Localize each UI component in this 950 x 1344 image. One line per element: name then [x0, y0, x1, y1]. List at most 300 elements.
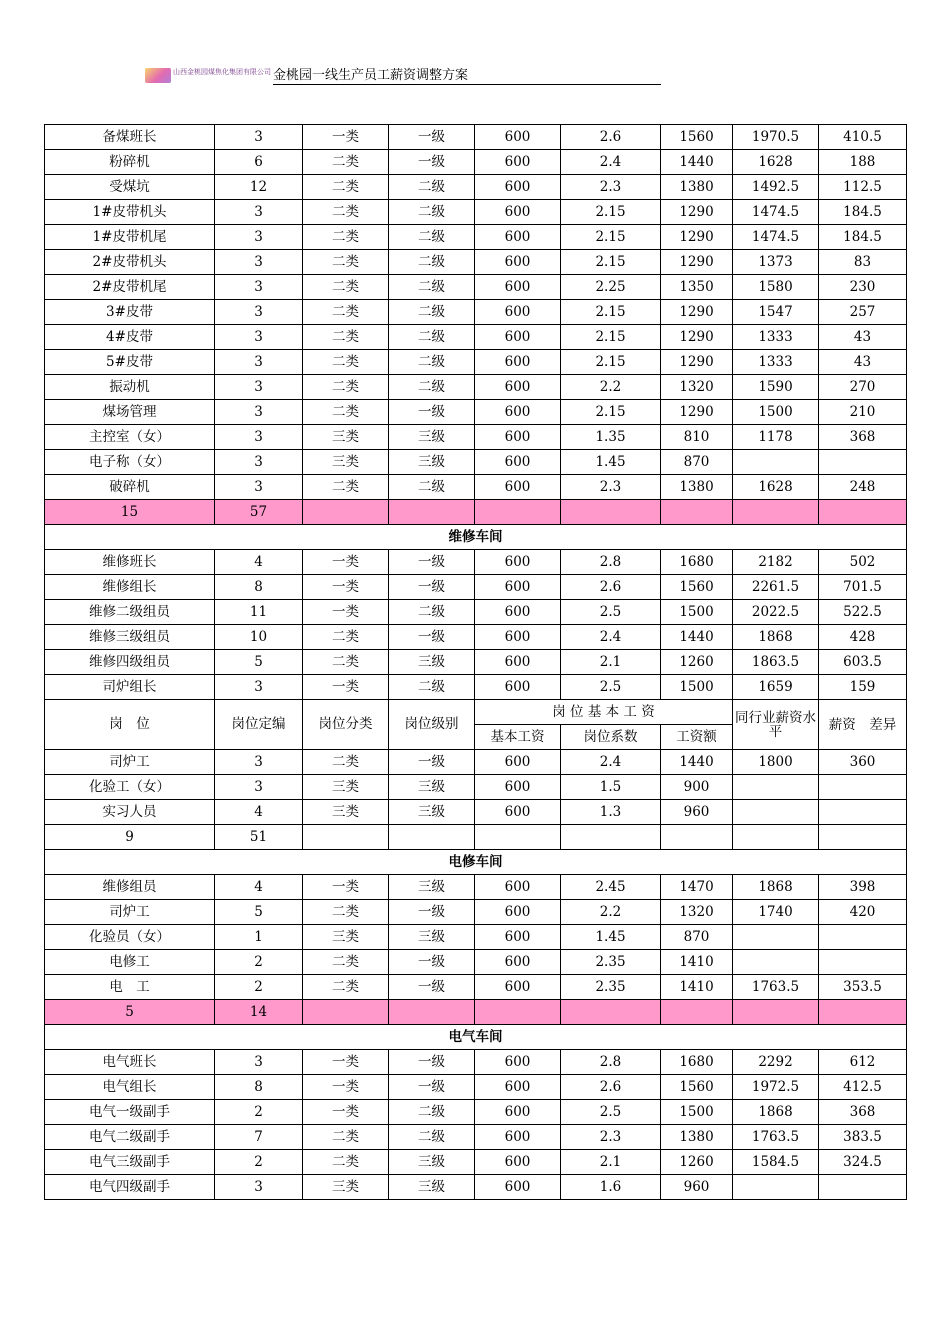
cell-quota: 4 — [215, 550, 303, 575]
cell-level: 二级 — [389, 250, 475, 275]
cell-coefficient: 2.15 — [561, 250, 661, 275]
cell-amount: 900 — [661, 775, 733, 800]
cell-quota: 10 — [215, 625, 303, 650]
cell-coefficient: 2.3 — [561, 175, 661, 200]
cell-coefficient: 2.6 — [561, 575, 661, 600]
cell-amount: 1500 — [661, 675, 733, 700]
cell-difference — [819, 450, 907, 475]
cell-category: 二类 — [303, 225, 389, 250]
table-row — [45, 1125, 907, 1150]
cell-quota: 14 — [215, 1000, 303, 1025]
cell-position: 维修二级组员 — [45, 600, 215, 625]
section-title-row — [45, 1025, 907, 1050]
cell-category: 一类 — [303, 1100, 389, 1125]
table-row — [45, 250, 907, 275]
cell-category: 三类 — [303, 450, 389, 475]
cell-industry-level: 1492.5 — [733, 175, 819, 200]
company-logo — [145, 68, 271, 83]
cell-quota: 3 — [215, 775, 303, 800]
table-row — [45, 325, 907, 350]
cell-position: 实习人员 — [45, 800, 215, 825]
cell-level: 三级 — [389, 925, 475, 950]
cell-base-wage: 600 — [475, 350, 561, 375]
cell-base-wage: 600 — [475, 550, 561, 575]
cell-coefficient: 2.4 — [561, 625, 661, 650]
cell-level: 一级 — [389, 575, 475, 600]
table-row — [45, 1175, 907, 1200]
document-title: 金桃园一线生产员工薪资调整方案 — [273, 68, 469, 83]
cell-quota: 4 — [215, 875, 303, 900]
cell-industry-level: 1800 — [733, 750, 819, 775]
cell-amount: 960 — [661, 1175, 733, 1200]
cell-quota: 3 — [215, 300, 303, 325]
cell-coefficient: 2.15 — [561, 200, 661, 225]
cell-position: 维修四级组员 — [45, 650, 215, 675]
cell-difference: 603.5 — [819, 650, 907, 675]
cell-level: 二级 — [389, 1125, 475, 1150]
cell-coefficient: 2.3 — [561, 475, 661, 500]
subtotal-row — [45, 1000, 907, 1025]
cell-category: 二类 — [303, 475, 389, 500]
cell-position: 1#皮带机头 — [45, 200, 215, 225]
header-base-wage: 基本工资 — [475, 725, 561, 750]
cell-amount: 1350 — [661, 275, 733, 300]
cell-category: 二类 — [303, 300, 389, 325]
cell-level: 二级 — [389, 225, 475, 250]
cell-base-wage: 600 — [475, 650, 561, 675]
cell-quota: 3 — [215, 350, 303, 375]
cell-quota: 3 — [215, 125, 303, 150]
logo-mark-icon — [145, 68, 171, 83]
cell-base-wage: 600 — [475, 225, 561, 250]
cell-position: 15 — [45, 500, 215, 525]
cell-base-wage — [475, 1000, 561, 1025]
cell-quota: 3 — [215, 325, 303, 350]
cell-level: 一级 — [389, 625, 475, 650]
cell-coefficient: 2.15 — [561, 325, 661, 350]
cell-quota: 2 — [215, 1150, 303, 1175]
cell-position: 1#皮带机尾 — [45, 225, 215, 250]
cell-industry-level: 1628 — [733, 150, 819, 175]
cell-coefficient: 2.1 — [561, 650, 661, 675]
cell-difference — [819, 950, 907, 975]
cell-industry-level: 1863.5 — [733, 650, 819, 675]
cell-base-wage: 600 — [475, 425, 561, 450]
table-row — [45, 300, 907, 325]
cell-quota: 3 — [215, 275, 303, 300]
cell-level — [389, 825, 475, 850]
cell-industry-level: 1659 — [733, 675, 819, 700]
cell-category: 二类 — [303, 175, 389, 200]
cell-category: 三类 — [303, 1175, 389, 1200]
table-row — [45, 900, 907, 925]
cell-position: 9 — [45, 825, 215, 850]
cell-category: 一类 — [303, 550, 389, 575]
cell-position: 电气班长 — [45, 1050, 215, 1075]
cell-base-wage: 600 — [475, 1100, 561, 1125]
cell-amount: 1260 — [661, 1150, 733, 1175]
cell-level: 三级 — [389, 425, 475, 450]
cell-industry-level — [733, 800, 819, 825]
cell-level: 二级 — [389, 200, 475, 225]
cell-amount: 1290 — [661, 400, 733, 425]
cell-quota: 6 — [215, 150, 303, 175]
cell-amount: 1380 — [661, 475, 733, 500]
cell-position: 3#皮带 — [45, 300, 215, 325]
cell-level — [389, 1000, 475, 1025]
cell-base-wage: 600 — [475, 775, 561, 800]
cell-difference: 112.5 — [819, 175, 907, 200]
cell-industry-level: 1868 — [733, 625, 819, 650]
cell-base-wage: 600 — [475, 600, 561, 625]
cell-amount: 1290 — [661, 200, 733, 225]
cell-difference — [819, 800, 907, 825]
table-row — [45, 575, 907, 600]
cell-industry-level: 1868 — [733, 875, 819, 900]
table-row — [45, 625, 907, 650]
cell-quota: 2 — [215, 950, 303, 975]
cell-industry-level: 2182 — [733, 550, 819, 575]
table-row — [45, 450, 907, 475]
cell-level: 二级 — [389, 1100, 475, 1125]
table-row — [45, 125, 907, 150]
salary-table — [44, 124, 907, 1200]
cell-quota: 3 — [215, 425, 303, 450]
cell-difference: 184.5 — [819, 225, 907, 250]
table-body — [45, 125, 907, 1200]
cell-amount: 1290 — [661, 300, 733, 325]
cell-position: 维修组员 — [45, 875, 215, 900]
cell-difference: 270 — [819, 375, 907, 400]
header-difference: 薪资 差异 — [819, 700, 907, 750]
cell-quota: 3 — [215, 225, 303, 250]
cell-coefficient: 2.45 — [561, 875, 661, 900]
cell-amount: 1500 — [661, 600, 733, 625]
section-title: 电气车间 — [45, 1025, 907, 1050]
cell-category: 三类 — [303, 425, 389, 450]
cell-category — [303, 1000, 389, 1025]
cell-category: 二类 — [303, 750, 389, 775]
cell-industry-level: 1373 — [733, 250, 819, 275]
cell-position: 2#皮带机头 — [45, 250, 215, 275]
cell-base-wage: 600 — [475, 125, 561, 150]
cell-difference: 428 — [819, 625, 907, 650]
cell-category: 二类 — [303, 150, 389, 175]
cell-category: 二类 — [303, 200, 389, 225]
cell-position: 振动机 — [45, 375, 215, 400]
cell-position: 受煤坑 — [45, 175, 215, 200]
cell-base-wage: 600 — [475, 475, 561, 500]
cell-level: 一级 — [389, 125, 475, 150]
cell-base-wage: 600 — [475, 975, 561, 1000]
cell-difference: 188 — [819, 150, 907, 175]
cell-position: 维修组长 — [45, 575, 215, 600]
cell-industry-level: 1474.5 — [733, 225, 819, 250]
cell-difference — [819, 825, 907, 850]
cell-difference: 324.5 — [819, 1150, 907, 1175]
cell-position: 司炉工 — [45, 900, 215, 925]
cell-coefficient: 2.15 — [561, 400, 661, 425]
cell-base-wage: 600 — [475, 1075, 561, 1100]
cell-coefficient: 2.5 — [561, 675, 661, 700]
cell-coefficient — [561, 825, 661, 850]
cell-industry-level: 1547 — [733, 300, 819, 325]
cell-industry-level — [733, 925, 819, 950]
cell-difference: 230 — [819, 275, 907, 300]
cell-industry-level — [733, 825, 819, 850]
cell-coefficient: 1.5 — [561, 775, 661, 800]
cell-industry-level: 1178 — [733, 425, 819, 450]
cell-position: 维修三级组员 — [45, 625, 215, 650]
cell-industry-level: 1763.5 — [733, 1125, 819, 1150]
subtotal-row — [45, 500, 907, 525]
cell-industry-level: 1972.5 — [733, 1075, 819, 1100]
cell-industry-level — [733, 1175, 819, 1200]
cell-quota: 3 — [215, 200, 303, 225]
cell-position: 司炉组长 — [45, 675, 215, 700]
table-row — [45, 1100, 907, 1125]
cell-amount: 1560 — [661, 1075, 733, 1100]
section-title-row — [45, 850, 907, 875]
table-row — [45, 550, 907, 575]
cell-category: 一类 — [303, 125, 389, 150]
cell-level: 二级 — [389, 600, 475, 625]
cell-position: 电修工 — [45, 950, 215, 975]
cell-quota: 3 — [215, 1175, 303, 1200]
table-row — [45, 775, 907, 800]
cell-amount: 1560 — [661, 575, 733, 600]
table-row — [45, 375, 907, 400]
cell-amount: 1290 — [661, 350, 733, 375]
cell-quota: 12 — [215, 175, 303, 200]
cell-amount: 1260 — [661, 650, 733, 675]
header-coefficient: 岗位系数 — [561, 725, 661, 750]
cell-category: 二类 — [303, 1150, 389, 1175]
cell-position: 电气一级副手 — [45, 1100, 215, 1125]
cell-category: 一类 — [303, 1075, 389, 1100]
cell-amount: 1380 — [661, 175, 733, 200]
cell-quota: 7 — [215, 1125, 303, 1150]
cell-industry-level: 1333 — [733, 350, 819, 375]
cell-category: 二类 — [303, 650, 389, 675]
table-row — [45, 800, 907, 825]
cell-base-wage: 600 — [475, 325, 561, 350]
cell-quota: 3 — [215, 750, 303, 775]
cell-difference — [819, 925, 907, 950]
cell-amount: 1440 — [661, 750, 733, 775]
header-basic-wage-group: 岗 位 基 本 工 资 — [475, 700, 733, 725]
cell-level: 二级 — [389, 675, 475, 700]
cell-coefficient: 2.15 — [561, 350, 661, 375]
cell-quota: 11 — [215, 600, 303, 625]
cell-amount: 1320 — [661, 375, 733, 400]
cell-quota: 3 — [215, 450, 303, 475]
cell-difference: 184.5 — [819, 200, 907, 225]
cell-base-wage: 600 — [475, 575, 561, 600]
cell-coefficient: 2.5 — [561, 1100, 661, 1125]
cell-base-wage: 600 — [475, 375, 561, 400]
cell-quota: 5 — [215, 900, 303, 925]
cell-difference: 159 — [819, 675, 907, 700]
cell-category: 一类 — [303, 875, 389, 900]
cell-position: 维修班长 — [45, 550, 215, 575]
table-row — [45, 200, 907, 225]
cell-amount: 1290 — [661, 225, 733, 250]
cell-position: 2#皮带机尾 — [45, 275, 215, 300]
cell-base-wage: 600 — [475, 300, 561, 325]
cell-coefficient: 2.4 — [561, 150, 661, 175]
cell-category: 三类 — [303, 800, 389, 825]
cell-position: 电气组长 — [45, 1075, 215, 1100]
header-underline — [273, 84, 661, 85]
cell-base-wage: 600 — [475, 950, 561, 975]
cell-position: 化验工（女） — [45, 775, 215, 800]
cell-industry-level: 1590 — [733, 375, 819, 400]
header-position: 岗 位 — [45, 700, 215, 750]
cell-difference: 210 — [819, 400, 907, 425]
cell-amount: 1560 — [661, 125, 733, 150]
cell-base-wage: 600 — [475, 200, 561, 225]
cell-industry-level — [733, 500, 819, 525]
cell-industry-level: 1763.5 — [733, 975, 819, 1000]
cell-level: 二级 — [389, 375, 475, 400]
cell-coefficient: 2.8 — [561, 550, 661, 575]
cell-industry-level: 1868 — [733, 1100, 819, 1125]
cell-level — [389, 500, 475, 525]
cell-category: 二类 — [303, 975, 389, 1000]
cell-level: 一级 — [389, 400, 475, 425]
cell-level: 三级 — [389, 875, 475, 900]
cell-category: 二类 — [303, 250, 389, 275]
cell-base-wage: 600 — [475, 1175, 561, 1200]
cell-category: 二类 — [303, 400, 389, 425]
cell-amount: 1500 — [661, 1100, 733, 1125]
cell-level: 三级 — [389, 650, 475, 675]
header-level: 岗位级别 — [389, 700, 475, 750]
cell-amount: 1380 — [661, 1125, 733, 1150]
cell-difference: 353.5 — [819, 975, 907, 1000]
cell-amount: 1470 — [661, 875, 733, 900]
cell-category: 二类 — [303, 900, 389, 925]
cell-category: 三类 — [303, 775, 389, 800]
cell-amount: 1290 — [661, 325, 733, 350]
cell-base-wage: 600 — [475, 150, 561, 175]
cell-position: 电气三级副手 — [45, 1150, 215, 1175]
cell-category: 二类 — [303, 950, 389, 975]
cell-industry-level: 1500 — [733, 400, 819, 425]
cell-level: 二级 — [389, 275, 475, 300]
cell-base-wage: 600 — [475, 275, 561, 300]
table-row — [45, 950, 907, 975]
cell-industry-level — [733, 1000, 819, 1025]
cell-level: 三级 — [389, 1175, 475, 1200]
table-row — [45, 1150, 907, 1175]
cell-difference — [819, 500, 907, 525]
cell-position: 电气二级副手 — [45, 1125, 215, 1150]
cell-coefficient: 2.15 — [561, 300, 661, 325]
cell-quota: 2 — [215, 1100, 303, 1125]
cell-industry-level: 2261.5 — [733, 575, 819, 600]
table-row — [45, 275, 907, 300]
cell-category: 一类 — [303, 675, 389, 700]
cell-coefficient: 2.3 — [561, 1125, 661, 1150]
cell-level: 二级 — [389, 325, 475, 350]
cell-position: 备煤班长 — [45, 125, 215, 150]
cell-difference: 360 — [819, 750, 907, 775]
cell-quota: 5 — [215, 650, 303, 675]
cell-base-wage: 600 — [475, 925, 561, 950]
cell-coefficient: 2.35 — [561, 975, 661, 1000]
cell-quota: 8 — [215, 575, 303, 600]
cell-base-wage: 600 — [475, 675, 561, 700]
header-industry-level: 同行业薪资水平 — [733, 700, 819, 750]
table-row — [45, 1050, 907, 1075]
cell-quota: 8 — [215, 1075, 303, 1100]
cell-coefficient: 2.2 — [561, 900, 661, 925]
cell-base-wage — [475, 825, 561, 850]
cell-coefficient: 1.3 — [561, 800, 661, 825]
cell-base-wage: 600 — [475, 625, 561, 650]
cell-difference: 612 — [819, 1050, 907, 1075]
cell-level: 二级 — [389, 300, 475, 325]
cell-coefficient: 2.25 — [561, 275, 661, 300]
cell-coefficient — [561, 500, 661, 525]
table-row — [45, 425, 907, 450]
cell-difference: 502 — [819, 550, 907, 575]
cell-coefficient: 1.35 — [561, 425, 661, 450]
cell-level: 二级 — [389, 175, 475, 200]
cell-level: 一级 — [389, 750, 475, 775]
cell-difference: 257 — [819, 300, 907, 325]
cell-amount: 870 — [661, 925, 733, 950]
logo-company-name: 山西金桃园煤焦化集团有限公司 — [173, 68, 271, 76]
cell-level: 一级 — [389, 550, 475, 575]
cell-quota: 3 — [215, 1050, 303, 1075]
cell-industry-level: 2022.5 — [733, 600, 819, 625]
cell-category — [303, 825, 389, 850]
cell-position: 粉碎机 — [45, 150, 215, 175]
cell-position: 电子称（女） — [45, 450, 215, 475]
cell-coefficient: 1.45 — [561, 450, 661, 475]
cell-level: 三级 — [389, 775, 475, 800]
cell-level: 二级 — [389, 350, 475, 375]
cell-quota: 3 — [215, 400, 303, 425]
cell-level: 一级 — [389, 975, 475, 1000]
table-row — [45, 875, 907, 900]
cell-coefficient: 2.6 — [561, 1075, 661, 1100]
cell-coefficient: 2.2 — [561, 375, 661, 400]
table-row — [45, 925, 907, 950]
cell-level: 一级 — [389, 150, 475, 175]
cell-base-wage — [475, 500, 561, 525]
cell-difference: 701.5 — [819, 575, 907, 600]
cell-industry-level: 1584.5 — [733, 1150, 819, 1175]
cell-quota: 3 — [215, 375, 303, 400]
cell-difference: 248 — [819, 475, 907, 500]
table-row — [45, 600, 907, 625]
cell-base-wage: 600 — [475, 1150, 561, 1175]
cell-base-wage: 600 — [475, 250, 561, 275]
section-title: 维修车间 — [45, 525, 907, 550]
cell-industry-level: 1333 — [733, 325, 819, 350]
cell-category: 二类 — [303, 350, 389, 375]
cell-difference — [819, 1175, 907, 1200]
cell-industry-level — [733, 450, 819, 475]
cell-amount: 1680 — [661, 1050, 733, 1075]
cell-position: 煤场管理 — [45, 400, 215, 425]
cell-level: 二级 — [389, 475, 475, 500]
cell-amount: 870 — [661, 450, 733, 475]
